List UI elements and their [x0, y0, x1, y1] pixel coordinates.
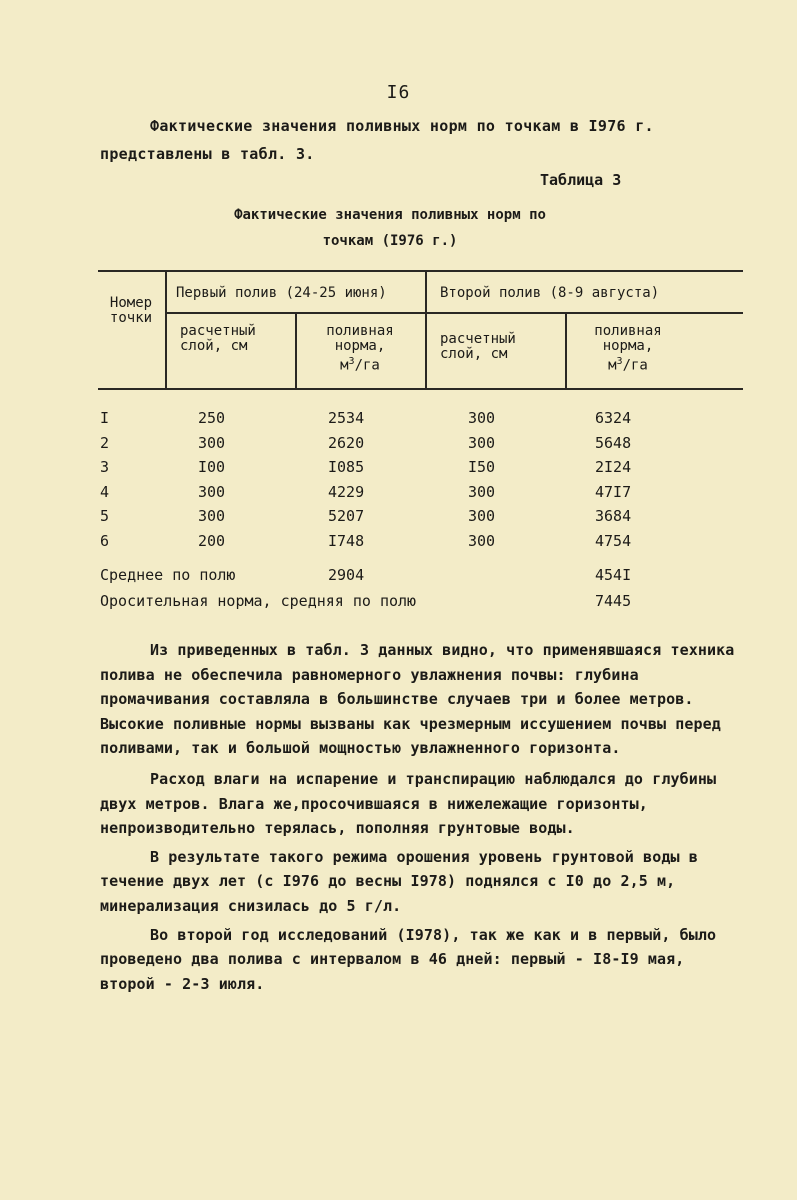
- cell-layer2: 300: [468, 531, 496, 550]
- table-body: [98, 406, 743, 554]
- header-calc-layer-2: расчетный слой, см: [440, 331, 516, 362]
- average-norm2: 454I: [595, 566, 632, 584]
- table-row: [98, 480, 743, 505]
- cell-layer1: 300: [198, 507, 226, 526]
- header-top-rule: [98, 270, 743, 272]
- cell-layer2: I50: [468, 458, 496, 477]
- paragraph-2: Расход влаги на испарение и транспирацию наблюдался до глубины двух метров. Влага же,просочившаяся в нижележащие горизонты, непроизводительно терялась, пополняя грунтовые воды.: [100, 769, 717, 838]
- cell-layer2: 300: [468, 433, 496, 452]
- cell-point: 2: [100, 433, 110, 452]
- cell-layer1: 250: [198, 409, 226, 427]
- header-norm-1-suffix: /га: [354, 357, 380, 374]
- average-norm1: 2904: [328, 566, 365, 584]
- table-row: [98, 455, 743, 480]
- header-calc-layer-1: расчетный слой, см: [180, 323, 256, 354]
- cell-norm1: 5207: [328, 507, 365, 526]
- header-norm-1: [310, 324, 410, 374]
- cell-norm1: 2534: [328, 409, 365, 427]
- cell-layer1: 300: [198, 482, 226, 501]
- header-bottom-rule: [98, 388, 743, 390]
- header-divider-3: [295, 314, 297, 388]
- header-divider-2: [425, 270, 427, 388]
- cell-norm1: 2620: [328, 433, 365, 452]
- table-header: [98, 270, 743, 390]
- cell-norm1: 4229: [328, 482, 365, 501]
- cell-point: 4: [100, 482, 110, 501]
- header-norm-2-text: поливная норма, м: [594, 323, 662, 374]
- table-row: [98, 406, 743, 431]
- cell-norm1: I748: [328, 531, 365, 550]
- cell-norm2: 47I7: [595, 482, 632, 501]
- irrigation-norm-value: 7445: [595, 592, 632, 610]
- header-norm-2-sup: 3: [616, 356, 623, 367]
- body-text: [100, 638, 740, 996]
- cell-point: I: [100, 409, 110, 427]
- cell-layer2: 300: [468, 507, 496, 526]
- paragraph-4: Во второй год исследований (I978), так же как и в первый, было проведено два полива с интервалом в 46 дней: первый - I8-I9 мая, второй - 2-3 июля.: [100, 925, 717, 993]
- cell-layer1: 300: [198, 433, 226, 452]
- header-norm-1-sup: 3: [348, 356, 355, 367]
- header-divider-1: [165, 270, 167, 388]
- header-second-irrigation: Второй полив (8-9 августа): [440, 285, 660, 301]
- average-label: Среднее по полю: [100, 566, 236, 584]
- cell-norm2: 4754: [595, 531, 632, 550]
- paragraph-1: Из приведенных в табл. 3 данных видно, что применявшаяся техника полива не обеспечила равномерного увлажнения почвы: глубина промачивания составляла в большинстве случаев три и более метров. Высокие поливные нормы вызваны как чрезмерным иссушением почвы перед поливами, так и большой мощностью увлажненного горизонта.: [100, 641, 735, 758]
- cell-norm2: 3684: [595, 507, 632, 526]
- cell-layer2: 300: [468, 409, 496, 427]
- header-norm-2: [578, 324, 678, 374]
- cell-norm2: 2I24: [595, 458, 632, 477]
- header-norm-2-suffix: /га: [622, 357, 648, 374]
- table-row: [98, 504, 743, 529]
- cell-point: 3: [100, 458, 110, 477]
- cell-norm2: 5648: [595, 433, 632, 452]
- cell-norm2: 6324: [595, 409, 632, 427]
- cell-point: 5: [100, 507, 110, 526]
- header-divider-4: [565, 314, 567, 388]
- cell-layer1: 200: [198, 531, 226, 550]
- header-first-irrigation: Первый полив (24-25 июня): [176, 285, 387, 301]
- table-row: [98, 529, 743, 554]
- cell-point: 6: [100, 531, 110, 550]
- table-title-line-1: Фактические значения поливных норм по: [234, 207, 546, 223]
- page-number: I6: [386, 82, 411, 103]
- cell-norm1: I085: [328, 458, 365, 477]
- table-title: [180, 202, 600, 254]
- header-point: Номер точки: [109, 295, 153, 326]
- intro-paragraph: Фактические значения поливных норм по точкам в I976 г. представлены в табл. 3.: [100, 117, 654, 163]
- header-norm-1-text: поливная норма, м: [326, 323, 394, 374]
- table-title-line-2: точкам (I976 г.): [322, 233, 458, 249]
- cell-layer2: 300: [468, 482, 496, 501]
- irrigation-norm-label: Оросительная норма, средняя по полю: [100, 592, 417, 610]
- header-mid-rule: [166, 312, 743, 314]
- cell-layer1: I00: [198, 458, 226, 477]
- table-row: [98, 431, 743, 456]
- table-label: Таблица 3: [540, 171, 622, 189]
- paragraph-3: В результате такого режима орошения уровень грунтовой воды в течение двух лет (с I976 до весны I978) поднялся с I0 до 2,5 м, минерализация снизилась до 5 г/л.: [100, 847, 698, 915]
